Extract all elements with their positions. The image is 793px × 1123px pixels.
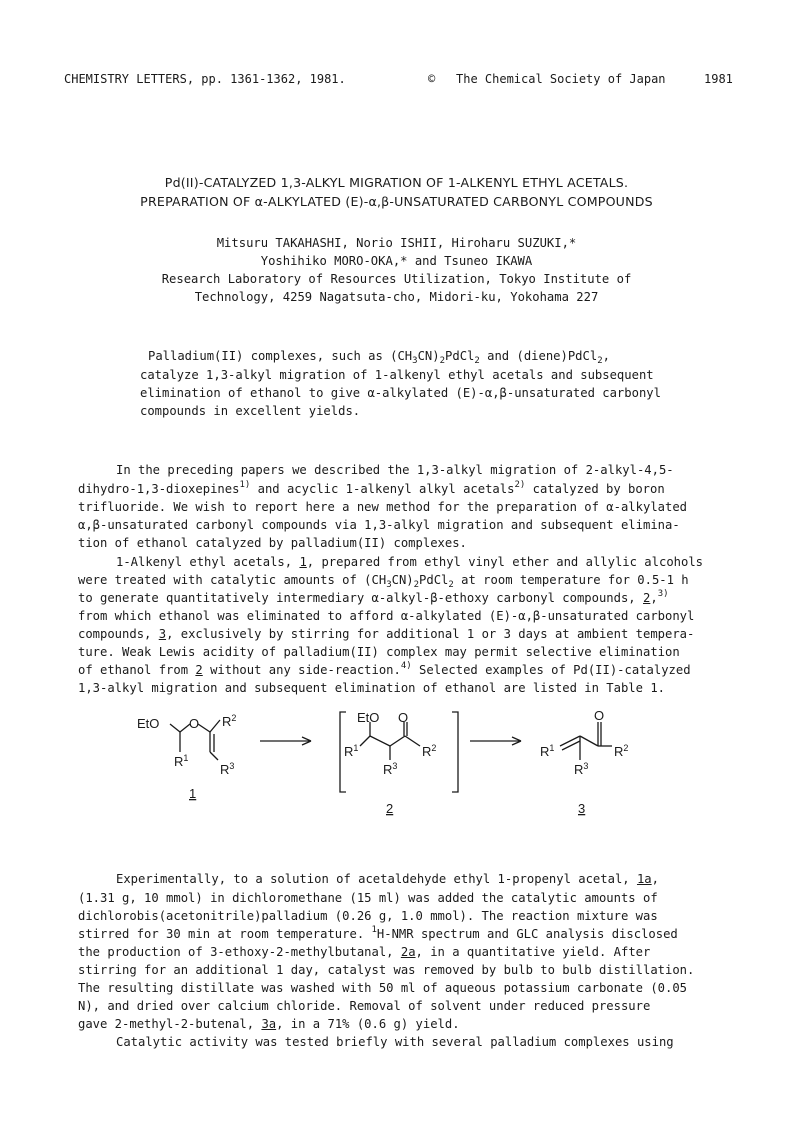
r3-label-1: $R^3$ (220, 761, 235, 777)
copyright-symbol: © (428, 72, 436, 86)
affiliation-line-1: Research Laboratory of Resources Utilization, Tokyo Institute of (161, 272, 632, 286)
r3-label-3: $R^3$ (574, 761, 589, 777)
compound-1-label: 1 (189, 786, 197, 801)
authors-line-1: Mitsuru TAKAHASHI, Norio ISHII, Hiroharu SUZUKI,* (216, 236, 577, 250)
abstract-line-1: Palladium(II) complexes, such as $(CH_3CN)_2PdCl_2$ and (diene)PdCl$_2$, (148, 349, 610, 366)
para2-line-7: of ethanol from 2 without any side-reaction.$^{4)}$ Selected examples of Pd(II)-catalyzed (78, 661, 691, 677)
para3-line-9: gave 2-methyl-2-butenal, 3a, in a 71% (0.6 g) yield. (78, 1017, 460, 1031)
r1-label-2: $R^1$ (344, 743, 359, 759)
running-header (64, 72, 744, 90)
header-year: 1981 (704, 72, 733, 86)
abstract-line-3: elimination of ethanol to give α-alkylated (E)-α,β-unsaturated carbonyl (140, 386, 661, 400)
para3-line-4: stirred for 30 min at room temperature. $^1$H-NMR spectrum and GLC analysis disclosed (78, 925, 678, 941)
r1-label-1: $R^1$ (174, 753, 189, 769)
oxygen-label-1: O (189, 716, 200, 731)
journal-citation: CHEMISTRY LETTERS, pp. 1361-1362, 1981. (64, 72, 346, 86)
title-line-2: PREPARATION OF α-ALKYLATED (E)-α,β-UNSATURATED CARBONYL COMPOUNDS (140, 194, 653, 209)
para1-line-1: In the preceding papers we described the 1,3-alkyl migration of 2-alkyl-4,5- (116, 463, 674, 477)
r1-label-3: $R^1$ (540, 743, 555, 759)
compound-3-label: 3 (578, 801, 586, 816)
para1-line-4: α,β-unsaturated carbonyl compounds via 1,3-alkyl migration and subsequent elimina- (78, 518, 680, 532)
para2-line-3: to generate quantitatively intermediary α-alkyl-β-ethoxy carbonyl compounds, 2,$^{3)}$ (78, 589, 669, 605)
para3-line-5: the production of 3-ethoxy-2-methylbutanal, 2a, in a quantitative yield. After (78, 945, 651, 959)
para3-line-7: The resulting distillate was washed with 50 ml of aqueous potassium carbonate (0.05 (78, 981, 688, 995)
para3-line-6: stirring for an additional 1 day, catalyst was removed by bulb to bulb distillation. (78, 963, 695, 977)
para2-line-6: ture. Weak Lewis acidity of palladium(II) complex may permit selective elimination (78, 645, 680, 659)
oxygen-label-2: O (398, 710, 409, 725)
society-name: The Chemical Society of Japan (456, 72, 666, 86)
title-line-1: Pd(II)-CATALYZED 1,3-ALKYL MIGRATION OF 1-ALKENYL ETHYL ACETALS. (164, 175, 629, 190)
eto-label-2: EtO (357, 710, 380, 725)
para2-line-8: 1,3-alkyl migration and subsequent elimination of ethanol are listed in Table 1. (78, 681, 665, 695)
para2-line-4: from which ethanol was eliminated to afford α-alkylated (E)-α,β-unsaturated carbonyl (78, 609, 695, 623)
para3-line-3: dichlorobis(acetonitrile)palladium (0.26 g, 1.0 mmol). The reaction mixture was (78, 909, 658, 923)
authors-line-2: Yoshihiko MORO-OKA,* and Tsuneo IKAWA (260, 254, 533, 268)
r3-label-2: $R^3$ (383, 761, 398, 777)
abstract-line-2: catalyze 1,3-alkyl migration of 1-alkenyl ethyl acetals and subsequent (140, 368, 654, 382)
abstract-line-4: compounds in excellent yields. (140, 404, 361, 418)
para3-line-10: Catalytic activity was tested briefly with several palladium complexes using (116, 1035, 674, 1049)
para2-line-2: were treated with catalytic amounts of $(CH_3CN)_2PdCl_2$ at room temperature for 0.5-1 h (78, 573, 689, 590)
eto-label-1: EtO (137, 716, 160, 731)
r2-label-2: $R^2$ (422, 743, 437, 759)
para3-line-2: (1.31 g, 10 mmol) in dichloromethane (15 ml) was added the catalytic amounts of (78, 891, 658, 905)
para2-line-1: 1-Alkenyl ethyl acetals, 1, prepared from ethyl vinyl ether and allylic alcohols (116, 555, 704, 569)
compound-2-label: 2 (386, 801, 394, 816)
para1-line-3: trifluoride. We wish to report here a new method for the preparation of α-alkylated (78, 500, 688, 514)
para3-line-8: N), and dried over calcium chloride. Removal of solvent under reduced pressure (78, 999, 651, 1013)
reaction-scheme (0, 700, 793, 870)
r2-label-1: $R^2$ (222, 713, 237, 729)
oxygen-label-3: O (594, 708, 605, 723)
para1-line-5: tion of ethanol catalyzed by palladium(II) complexes. (78, 536, 467, 550)
r2-label-3: $R^2$ (614, 743, 629, 759)
para3-line-1: Experimentally, to a solution of acetaldehyde ethyl 1-propenyl acetal, 1a, (116, 872, 659, 886)
para1-line-2: dihydro-1,3-dioxepines$^{1)}$ and acyclic 1-alkenyl alkyl acetals$^{2)}$ catalyzed by boron (78, 480, 665, 496)
affiliation-line-2: Technology, 4259 Nagatsuta-cho, Midori-ku, Yokohama 227 (194, 290, 599, 304)
para2-line-5: compounds, 3, exclusively by stirring for additional 1 or 3 days at ambient tempera- (78, 627, 695, 641)
